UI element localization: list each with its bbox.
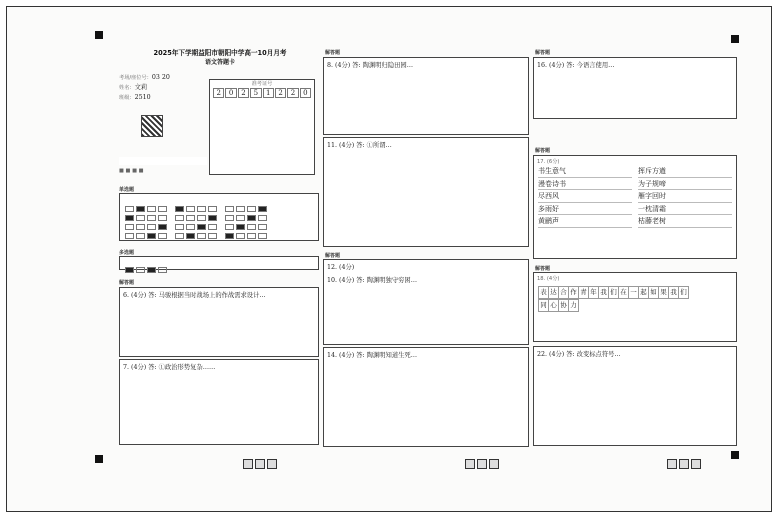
alignment-mark	[731, 451, 739, 459]
id-grid	[209, 79, 315, 175]
char-cell: 年	[588, 286, 599, 299]
id-digit-cell: 2	[287, 88, 298, 98]
answer-header-3: 解答题	[325, 253, 341, 259]
id-digit-cell: 2	[238, 88, 249, 98]
single-choice-bubbles	[119, 193, 319, 241]
char-cell: 们	[608, 286, 619, 299]
column-1	[119, 49, 321, 449]
fill-blank-box: 17. (6分) 书生意气 挥斥方遒 漫卷诗书 为子规啼 尽西风 雁字回时 多雨好 一枕清霜 黄鹂声 枯藤老树	[533, 155, 737, 259]
page-title: 2025年下学期益阳市朝阳中学高一10月月考	[153, 49, 287, 57]
alignment-mark	[95, 31, 103, 39]
class-value: 2510	[134, 94, 151, 101]
name-value: 文莉	[134, 84, 148, 91]
char-cell: 果	[658, 286, 669, 299]
char-cell: 如	[648, 286, 659, 299]
fill-item: 挥斥方遒	[638, 167, 732, 178]
status-row: ■ ■ ■ ■	[119, 157, 207, 165]
exam-no-label: 考场/座位号：03 20	[119, 74, 170, 81]
char-grid-box: 18. (4分) 表 达 合 作 青 年 我 们 在 一 起 如 果 我 们 同 心 协 力	[533, 272, 737, 342]
id-grid-label: 准考证号	[251, 81, 273, 87]
char-cell: 我	[598, 286, 609, 299]
single-choice-header: 单选题	[119, 187, 135, 193]
answer-box-a10: 12. (4分) 10. (4分) 答: 陶渊明独守穷困…	[323, 259, 529, 345]
alignment-mark	[95, 455, 103, 463]
char-cell: 在	[618, 286, 629, 299]
id-digits	[210, 87, 314, 99]
footer-marks-1	[243, 459, 277, 469]
fill-item: 一枕清霜	[638, 205, 732, 216]
char-cell: 起	[638, 286, 649, 299]
char-cell: 同	[538, 299, 549, 312]
fill-item: 为子规啼	[638, 180, 732, 191]
char-cell: 心	[548, 299, 559, 312]
answer-header-6: 解答题	[535, 266, 551, 272]
fill-item: 枯藤老树	[638, 217, 732, 228]
char-cell: 合	[558, 286, 569, 299]
id-digit-cell: 1	[263, 88, 274, 98]
char-cell: 们	[678, 286, 689, 299]
char-cell: 一	[628, 286, 639, 299]
column-2	[323, 49, 531, 449]
exam-no-value: 03 20	[151, 74, 170, 81]
answer-header-5: 解答题	[535, 148, 551, 154]
name-label: 姓名：文莉	[119, 84, 148, 91]
fill-item: 多雨好	[538, 205, 632, 216]
fill-item: 尽西风	[538, 192, 632, 203]
id-digit-cell: 5	[250, 88, 261, 98]
answer-box-a11: 14. (4分) 答: 陶渊明知道生死…	[323, 347, 529, 447]
char-cell: 青	[578, 286, 589, 299]
qr-code-icon	[141, 115, 163, 137]
page-subtitle: 语文答题卡	[204, 59, 235, 66]
fill-item: 书生意气	[538, 167, 632, 178]
id-digit-cell: 2	[275, 88, 286, 98]
answer-box-q22: 22. (4分) 答: 改变标点符号…	[533, 346, 737, 446]
char-cell: 力	[568, 299, 579, 312]
footer-marks-3	[667, 459, 701, 469]
answer-box-a8: 11. (4分) 答: ①所谓…	[323, 137, 529, 247]
answer-box-a7: 8. (4分) 答: 陶渊明归隐田园…	[323, 57, 529, 135]
char-cell: 达	[548, 286, 559, 299]
fill-item: 漫卷诗书	[538, 180, 632, 191]
answer-box-a5: 6. (4分) 答: 马骏根据当时战场上的作战需求设计…	[119, 287, 319, 357]
answer-box-a6: 7. (4分) 答: ①政治形势复杂……	[119, 359, 319, 445]
id-digit-cell: 0	[300, 88, 311, 98]
multi-choice-bubbles	[119, 256, 319, 270]
char-cell: 表	[538, 286, 549, 299]
id-digit-cell: 0	[225, 88, 236, 98]
char-cell: 协	[558, 299, 569, 312]
multi-choice-header: 多选题	[119, 250, 135, 256]
class-label: 班级：2510	[119, 94, 151, 101]
footer-marks-2	[465, 459, 499, 469]
fill-item: 雁字回时	[638, 192, 732, 203]
answer-header: 解答题	[119, 280, 135, 286]
fill-item: 黄鹂声	[538, 217, 632, 228]
char-cell: 作	[568, 286, 579, 299]
char-cell: 我	[668, 286, 679, 299]
answer-box-a13: 16. (4分) 答: 今语言使用…	[533, 57, 737, 119]
alignment-mark	[731, 35, 739, 43]
answer-sheet	[6, 6, 772, 512]
answer-header-2: 解答题	[325, 50, 341, 56]
answer-header-4: 解答题	[535, 50, 551, 56]
column-3	[533, 49, 739, 449]
id-digit-cell: 2	[213, 88, 224, 98]
